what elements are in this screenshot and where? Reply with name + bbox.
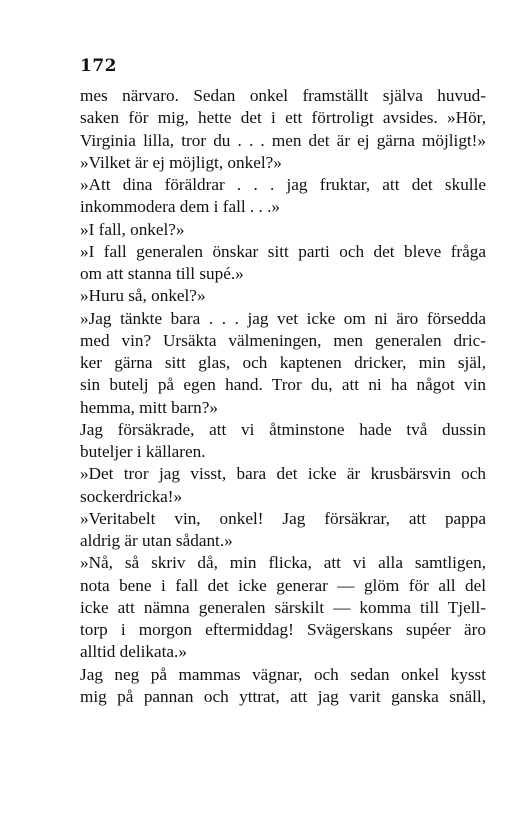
text-line: torp i morgon eftermiddag! Svägerskans supéer äro <box>80 620 486 639</box>
text-line: Jag försäkrade, att vi åtminstone hade två dussin <box>80 419 486 439</box>
text-line: sin butelj på egen hand. Tror du, att ni ha något vin <box>80 375 486 395</box>
text-line: »Jag tänkte bara . . . jag vet icke om ni äro försedda <box>80 308 486 328</box>
text-line: hemma, mitt barn?» <box>80 397 218 417</box>
text-line: Jag neg på mammas vägnar, och sedan onkel kysst <box>80 664 486 684</box>
text-line: Virginia lilla, tror du . . . men det är ej gärna möjligt!» <box>80 130 486 150</box>
text-line: ker gärna sitt glas, och kaptenen dricker, min själ, <box>80 353 486 372</box>
text-line: saken för mig, hette det i ett förtroligt avsides. »Hör, <box>80 108 486 128</box>
page-number: 172 <box>80 56 117 76</box>
text-line: »I fall generalen önskar sitt parti och det bleve fråga <box>80 241 486 261</box>
text-line: mes närvaro. Sedan onkel framställt själva huvud- <box>80 86 486 105</box>
text-line: »Nå, så skriv då, min flicka, att vi alla samtligen, <box>80 553 486 573</box>
text-line: alltid delikata.» <box>80 642 187 662</box>
text-line: inkommodera dem i fall . . .» <box>80 197 280 217</box>
text-line: »I fall, onkel?» <box>80 219 185 239</box>
text-line: »Veritabelt vin, onkel! Jag försäkrar, att pappa <box>80 508 486 528</box>
text-line: om att stanna till supé.» <box>80 264 244 283</box>
text-line: »Vilket är ej möjligt, onkel?» <box>80 152 282 172</box>
text-line: mig på pannan och yttrat, att jag varit ganska snäll, <box>80 686 486 706</box>
text-line: »Huru så, onkel?» <box>80 286 206 306</box>
text-line: med vin? Ursäkta välmeningen, men generalen dric- <box>80 330 486 350</box>
body-text <box>80 85 486 708</box>
text-line: sockerdricka!» <box>80 486 183 506</box>
text-line: »Att dina föräldrar . . . jag fruktar, att det skulle <box>80 175 486 194</box>
text-line: aldrig är utan sådant.» <box>80 531 233 550</box>
text-line: »Det tror jag visst, bara det icke är krusbärsvin och <box>80 464 486 484</box>
text-line: nota bene i fall det icke generar — glöm för all del <box>80 575 486 595</box>
text-line: buteljer i källaren. <box>80 442 206 461</box>
text-line: icke att nämna generalen särskilt — komma till Tjell- <box>80 597 486 617</box>
